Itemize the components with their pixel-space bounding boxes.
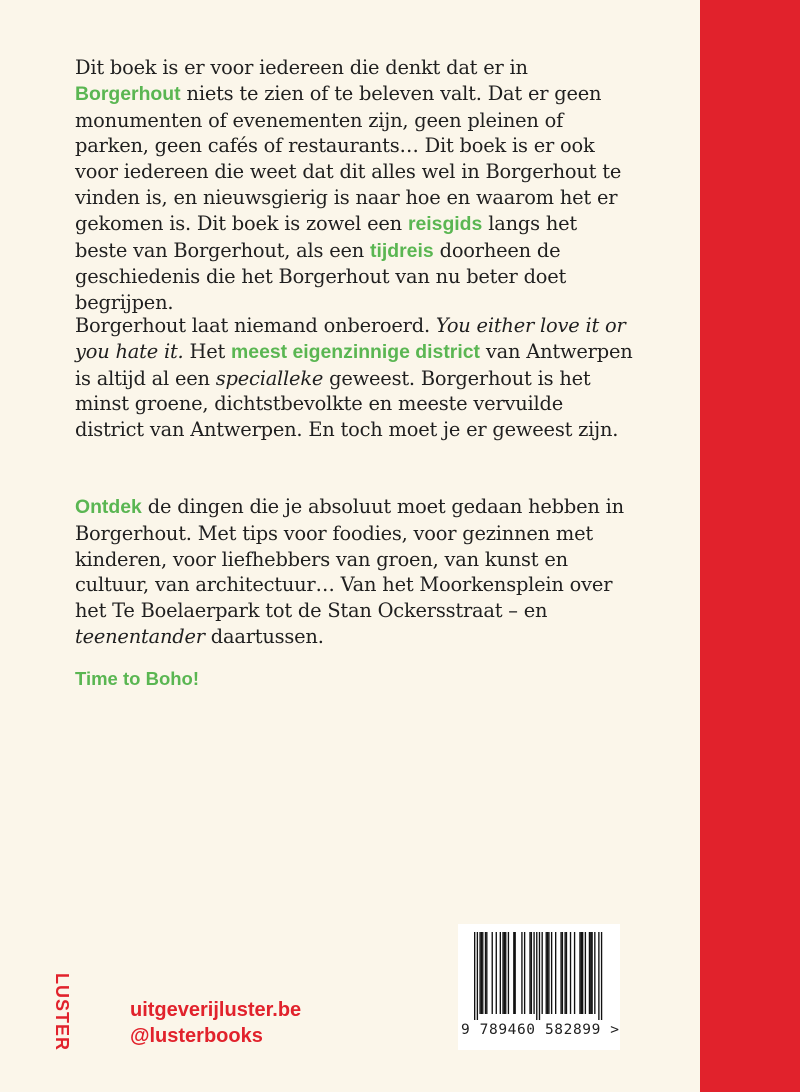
barcode-bar <box>515 932 516 1014</box>
barcode-bar <box>531 932 532 1014</box>
barcode-bar <box>505 932 506 1014</box>
barcode-bar <box>594 932 595 1014</box>
barcode-bar <box>579 932 580 1014</box>
barcode-bar <box>589 932 590 1014</box>
barcode-bar <box>482 932 483 1014</box>
barcode-bar <box>542 932 543 1014</box>
barcode-bar <box>504 932 505 1014</box>
barcode-bar <box>508 932 509 1014</box>
barcode-bar <box>562 932 563 1014</box>
barcode-bar <box>536 932 537 1020</box>
barcode-bar <box>601 932 602 1020</box>
barcode-bar <box>598 932 599 1020</box>
barcode-bar <box>533 932 534 1014</box>
barcode-bar <box>590 932 591 1014</box>
barcode-bar <box>574 932 575 1014</box>
barcode-bar <box>560 932 561 1014</box>
blurb-paragraph-2: Borgerhout laat niemand onberoerd. You either love it or you hate it. Het meest eigenzinnige district van Antwerpen is altijd al een specialleke geweest. Borgerhout is het minst groene, dichtstbevolkte en meeste vervuilde district van Antwerpen. En toch moet je er geweest zijn. <box>75 314 633 442</box>
publisher-contacts <box>130 997 301 1049</box>
barcode-bar <box>529 932 530 1014</box>
highlight-ontdek: Ontdek <box>75 496 142 518</box>
barcode-bar <box>585 932 586 1014</box>
barcode-bar <box>477 932 478 1020</box>
highlight-tijdreis: tijdreis <box>370 239 434 262</box>
barcode-bar <box>547 932 548 1014</box>
barcode-bar <box>474 932 475 1020</box>
barcode-bar <box>539 932 540 1020</box>
barcode-bar <box>548 932 549 1014</box>
barcode-bar <box>481 932 482 1014</box>
blurb-paragraph-1: Dit boek is er voor iedereen die denkt dat er in Borgerhout niets te zien of te beleven valt. Dat er geen monumenten of evenementen zijn, geen pleinen of parken, geen cafés of restaurants… Dit boek is er ook voor iedereen die weet dat dit alles wel in Borgerhout te vinden is, en nieuwsgierig is naar hoe en waarom het er gekomen is. Dit boek is zowel een reisgids langs het beste van Borgerhout, als een tijdreis doorheen de geschiedenis die het Borgerhout van nu beter doet begrijpen. <box>75 56 622 315</box>
website-link[interactable]: uitgeverijluster.be <box>130 999 302 1021</box>
barcode-bar <box>555 932 556 1014</box>
barcode-bar <box>546 932 547 1014</box>
barcode-bar <box>496 932 497 1014</box>
highlight-meest-eigenzinnige-district: meest eigenzinnige district <box>231 340 480 363</box>
blurb-paragraph-3: Ontdek de dingen die je absoluut moet gedaan hebben in Borgerhout. Met tips voor foodies, voor gezinnen met kinderen, voor liefhebbers van groen, van kunst en cultuur, van architectuur… Van het Moorkensplein over het Te Boelaerpark tot de Stan Ockersstraat – en teenentander daartussen. <box>75 495 624 648</box>
barcode-bar <box>502 932 503 1014</box>
publisher-logo: LUSTER <box>52 973 72 1051</box>
barcode-bars <box>474 932 610 1020</box>
barcode-bar <box>566 932 567 1014</box>
red-spine-band <box>700 0 800 1092</box>
barcode-bar <box>492 932 493 1014</box>
barcode-bar <box>564 932 565 1014</box>
barcode-bar <box>485 932 486 1014</box>
barcode-bar <box>500 932 501 1014</box>
barcode-bar <box>513 932 514 1014</box>
social-handle[interactable]: @lusterbooks <box>130 1025 263 1047</box>
barcode-bar <box>479 932 480 1014</box>
barcode-bar <box>570 932 571 1014</box>
highlight-reisgids: reisgids <box>407 212 483 235</box>
slogan: Time to Boho! <box>75 668 200 689</box>
barcode-bar <box>551 932 552 1014</box>
barcode-bar <box>582 932 583 1014</box>
barcode-bar <box>521 932 522 1014</box>
barcode-digits: 9 789460 582899 > <box>461 1022 620 1038</box>
barcode-bar <box>486 932 487 1014</box>
barcode-bar <box>591 932 592 1014</box>
barcode-bar <box>581 932 582 1014</box>
highlight-borgerhout: Borgerhout <box>75 82 181 105</box>
isbn-barcode <box>458 924 620 1050</box>
barcode-bar <box>524 932 525 1014</box>
